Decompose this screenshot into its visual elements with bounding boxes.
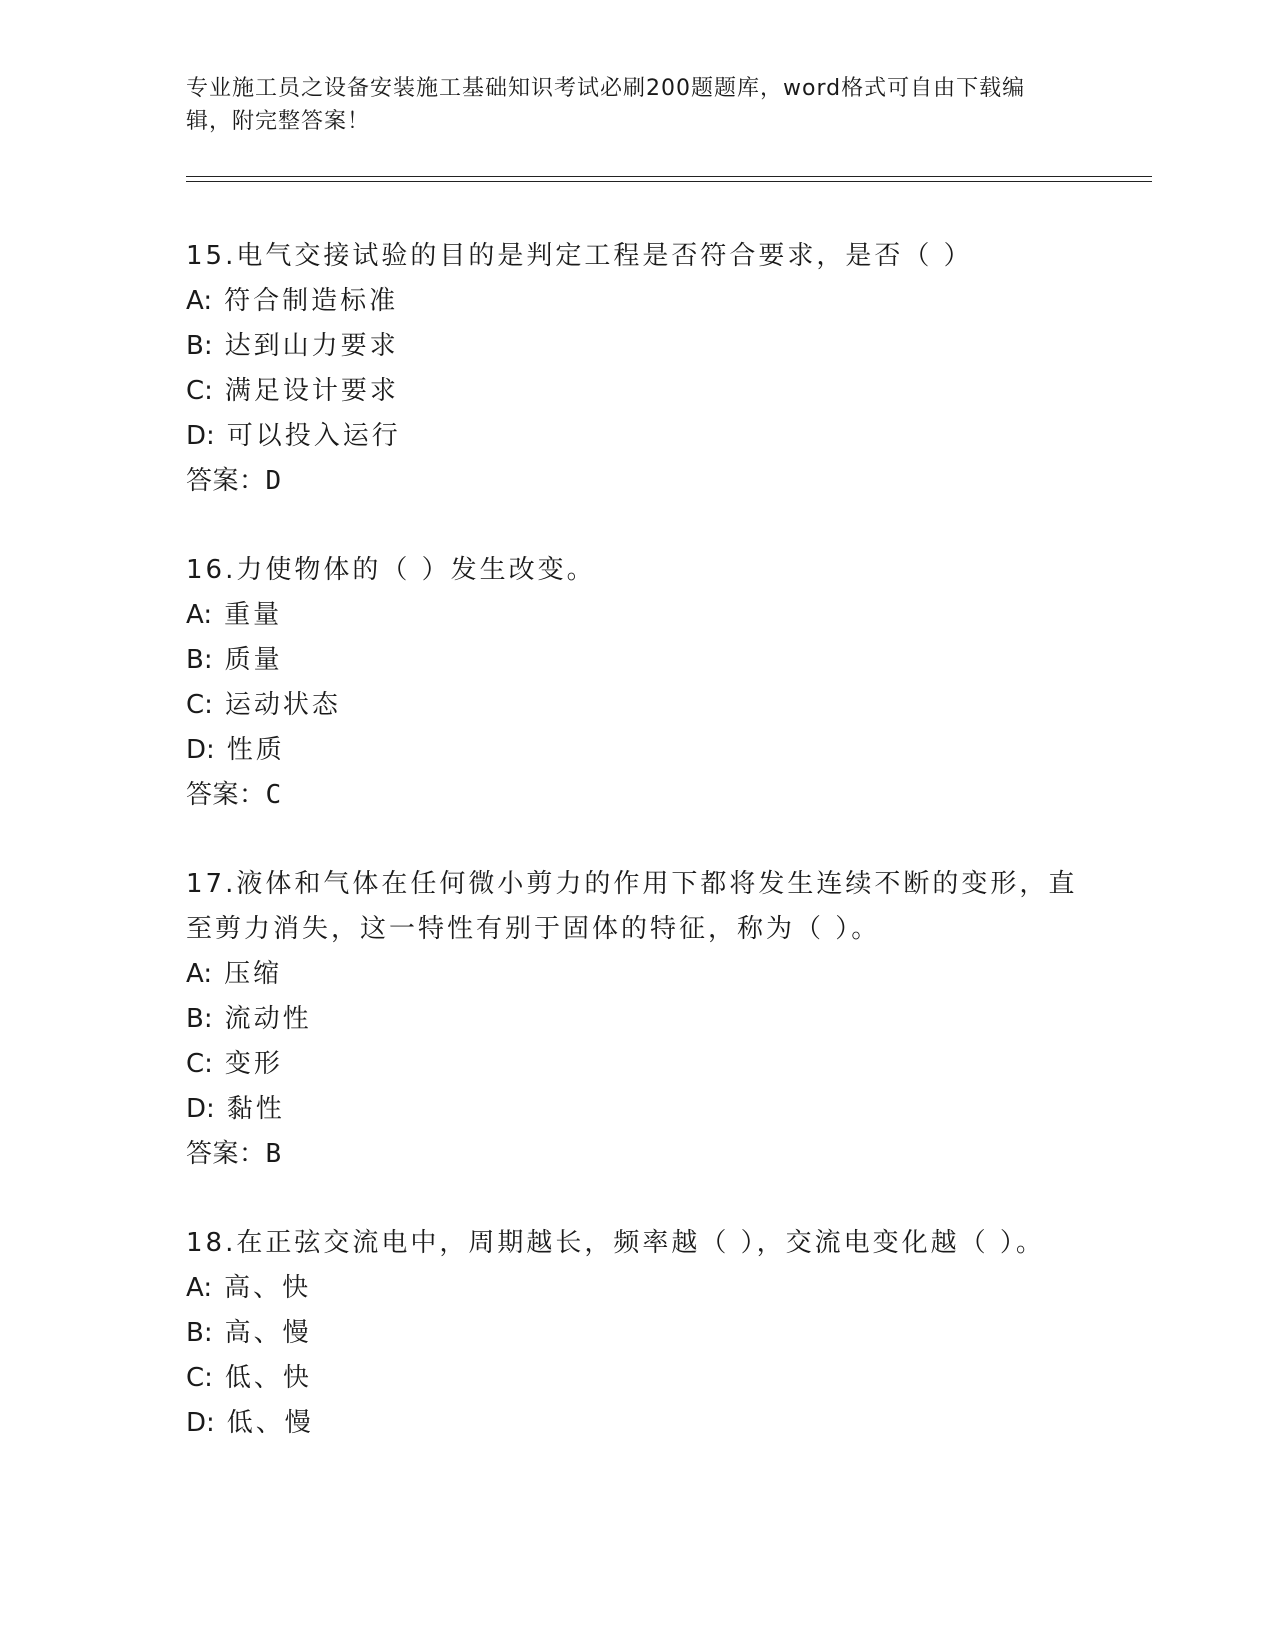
option-d <box>186 1401 1086 1446</box>
option-d <box>186 1087 1086 1132</box>
option-text: 质量 <box>224 645 283 675</box>
answer-label: 答案： <box>186 1139 266 1169</box>
question-stem: 17.液体和气体在任何微小剪力的作用下都将发生连续不断的变形，直至剪力消失，这一特性有别于固体的特征，称为（ ）。 <box>186 869 1078 944</box>
option-letter: C: <box>186 690 213 720</box>
document-header-title: 专业施工员之设备安装施工基础知识考试必刷200题题库，word格式可自由下载编辑，附完整答案！ <box>186 76 1026 134</box>
option-b <box>186 324 1086 369</box>
option-a <box>186 593 1086 638</box>
answer-value: C <box>265 780 282 810</box>
option-b <box>186 638 1086 683</box>
option-c <box>186 683 1086 728</box>
option-letter: D: <box>186 735 215 765</box>
option-text: 满足设计要求 <box>224 376 399 406</box>
question-16 <box>186 548 1086 818</box>
option-text: 重量 <box>224 600 283 630</box>
option-text: 高、慢 <box>224 1318 312 1348</box>
option-text: 符合制造标准 <box>224 286 399 316</box>
option-c <box>186 1042 1086 1087</box>
question-18 <box>186 1221 1086 1446</box>
answer-label: 答案： <box>186 780 266 810</box>
answer-value: D <box>265 466 282 496</box>
question-stem: 18.在正弦交流电中，周期越长，频率越（ ），交流电变化越（ ）。 <box>186 1228 1045 1258</box>
option-text: 可以投入运行 <box>226 421 401 451</box>
option-d <box>186 728 1086 773</box>
option-text: 压缩 <box>224 959 283 989</box>
header-divider-bottom <box>186 181 1152 182</box>
option-text: 达到山力要求 <box>224 331 399 361</box>
option-letter: A: <box>186 1273 213 1303</box>
option-letter: A: <box>186 286 213 316</box>
option-letter: D: <box>186 421 215 451</box>
option-b <box>186 1311 1086 1356</box>
option-c <box>186 1356 1086 1401</box>
option-letter: A: <box>186 959 213 989</box>
question-list <box>186 234 1086 1490</box>
answer-label: 答案： <box>186 466 266 496</box>
option-letter: B: <box>186 1318 213 1348</box>
answer-line <box>186 1132 1086 1177</box>
option-letter: B: <box>186 1004 213 1034</box>
option-a <box>186 952 1086 997</box>
answer-line <box>186 773 1086 818</box>
header-divider-top <box>186 176 1152 177</box>
option-letter: B: <box>186 645 213 675</box>
option-letter: C: <box>186 376 213 406</box>
option-text: 高、快 <box>224 1273 312 1303</box>
option-text: 运动状态 <box>224 690 341 720</box>
option-letter: D: <box>186 1408 215 1438</box>
option-text: 黏性 <box>226 1094 285 1124</box>
option-letter: A: <box>186 600 213 630</box>
option-letter: C: <box>186 1049 213 1079</box>
option-text: 低、快 <box>224 1363 312 1393</box>
option-c <box>186 369 1086 414</box>
option-text: 变形 <box>224 1049 283 1079</box>
question-17 <box>186 862 1086 1177</box>
answer-value: B <box>265 1139 282 1169</box>
option-text: 低、慢 <box>226 1408 314 1438</box>
answer-line <box>186 459 1086 504</box>
option-a <box>186 279 1086 324</box>
option-b <box>186 997 1086 1042</box>
question-stem: 15.电气交接试验的目的是判定工程是否符合要求，是否（ ） <box>186 241 973 271</box>
option-letter: D: <box>186 1094 215 1124</box>
option-a <box>186 1266 1086 1311</box>
option-text: 流动性 <box>224 1004 312 1034</box>
option-text: 性质 <box>226 735 285 765</box>
question-stem: 16.力使物体的（ ）发生改变。 <box>186 555 596 585</box>
option-letter: C: <box>186 1363 213 1393</box>
option-d <box>186 414 1086 459</box>
question-15 <box>186 234 1086 504</box>
option-letter: B: <box>186 331 213 361</box>
